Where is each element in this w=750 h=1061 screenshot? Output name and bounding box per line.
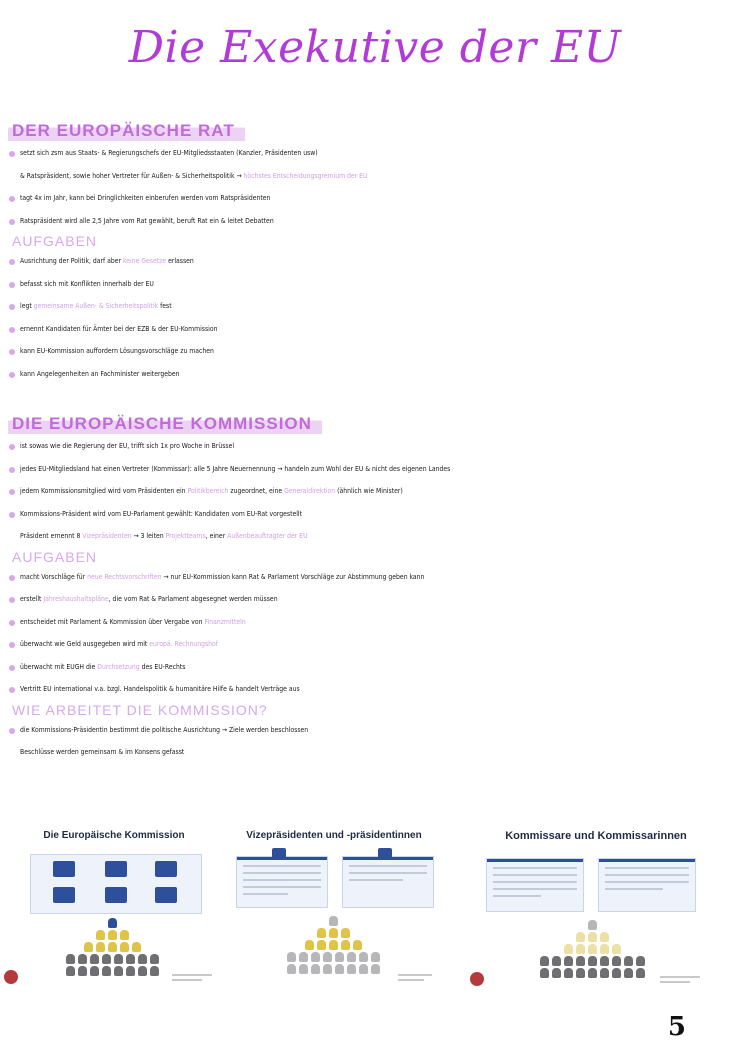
page-title: Die Exekutive der EU xyxy=(128,22,622,73)
note-text: Ratspräsident wird alle 2,5 Jahre vom Rat gewählt, beruft Rat ein & leitet Debatten xyxy=(20,216,274,225)
info-panel xyxy=(342,856,434,908)
note-line xyxy=(8,458,742,481)
document-icon xyxy=(272,848,286,860)
note-line xyxy=(8,719,742,742)
rat-notes xyxy=(8,142,742,232)
highlighted-term: Generaldirektion xyxy=(284,487,336,495)
note-text: befasst sich mit Konflikten innerhalb der EU xyxy=(20,279,154,288)
note-text: überwacht wie Geld ausgegeben wird mit xyxy=(20,640,150,648)
kommission-notes xyxy=(8,435,742,548)
note-text: → nur EU-Kommission kann Rat & Parlament Vorschläge zur Abstimmung geben kann xyxy=(161,572,425,581)
note-text: jedes EU-Mitgliedsland hat einen Vertreter (Kommissar): alle 5 Jahre Neuernennung → handeln zum Wohl der EU & nicht des eigenen Landes xyxy=(20,464,451,473)
note-line xyxy=(8,435,742,458)
stars-icon xyxy=(155,887,177,903)
note-text: (ähnlich wie Minister) xyxy=(335,487,403,495)
thumbnail-vizepraesidenten xyxy=(228,822,440,992)
document-icon xyxy=(378,848,392,860)
note-line xyxy=(8,588,742,611)
page-number: 5 xyxy=(667,1012,686,1042)
highlighted-term: gemeinsame Außen- & Sicherheitspolitik xyxy=(33,302,159,310)
note-text: erlassen xyxy=(166,257,194,265)
kommission-tasks xyxy=(8,566,742,701)
note-text: , einer xyxy=(205,532,228,540)
note-text: & Ratspräsident, sowie hoher Vertreter für Außen- & Sicherheitspolitik → xyxy=(20,171,244,180)
note-text: Vertritt EU international v.a. bzgl. Handelspolitik & humanitäre Hilfe & handelt Verträge aus xyxy=(20,685,300,693)
rat-tasks xyxy=(8,250,742,385)
thumbnail-title: Die Europäische Kommission xyxy=(43,830,185,841)
note-text: → 3 leiten xyxy=(131,532,166,540)
note-line xyxy=(8,295,742,318)
note-line xyxy=(8,611,742,634)
note-line xyxy=(8,503,742,526)
note-text: ernennt Kandidaten für Ämter bei der EZB & der EU-Kommission xyxy=(20,324,218,333)
info-panel xyxy=(236,856,328,908)
note-line xyxy=(8,340,742,363)
note-text: kann Angelegenheiten an Fachminister weitergeben xyxy=(20,369,180,378)
hierarchy-pyramid xyxy=(278,914,388,974)
note-text: des EU-Rechts xyxy=(139,662,186,671)
team-icon xyxy=(105,887,127,903)
note-text: setzt sich zsm aus Staats- & Regierungschefs der EU-Mitgliedsstaaten (Kanzler, Präsidenten usw) xyxy=(20,149,318,157)
person-icon xyxy=(53,887,75,903)
highlighted-term: Durchsetzung xyxy=(97,662,140,671)
highlighted-term: europä. Rechnungshof xyxy=(149,640,218,648)
note-line xyxy=(8,142,742,165)
note-line xyxy=(8,318,742,341)
slide-thumbnails xyxy=(0,822,750,1002)
info-panel xyxy=(598,858,696,912)
note-line xyxy=(8,250,742,273)
highlighted-term: Jahreshaushaltspläne xyxy=(43,595,109,603)
kommission-how xyxy=(8,719,742,764)
note-line xyxy=(8,187,742,210)
hierarchy-pyramid xyxy=(62,916,162,976)
note-text: Kommissions-Präsident wird vom EU-Parlament gewählt: Kandidaten vom EU-Rat vorgestellt xyxy=(20,509,303,518)
section-kommission xyxy=(8,413,742,764)
note-text: macht Vorschläge für xyxy=(20,572,88,581)
highlighted-term: höchstes Entscheidungsgremium der EU xyxy=(243,171,368,180)
note-line xyxy=(8,656,742,679)
note-text: überwacht mit EUGH die xyxy=(20,662,98,671)
kommission-how-heading: WIE ARBEITET DIE KOMMISSION? xyxy=(12,701,268,718)
note-line xyxy=(8,165,742,188)
note-text: zugeordnet, eine xyxy=(228,487,285,495)
note-text: die Kommissions-Präsidentin bestimmt die politische Ausrichtung → Ziele werden beschlossen xyxy=(20,725,309,734)
rat-tasks-heading: AUFGABEN xyxy=(12,233,98,249)
logo-icon xyxy=(4,970,18,984)
info-panel xyxy=(486,858,584,912)
note-text: , die vom Rat & Parlament abgesegnet werden müssen xyxy=(108,595,278,603)
note-text: jedem Kommissionsmitglied wird vom Präsidenten ein xyxy=(20,487,188,495)
kommission-tasks-heading: AUFGABEN xyxy=(12,548,98,565)
thumbnail-title: Vizepräsidenten und -präsidentinnen xyxy=(246,830,422,841)
thumbnail-kommission xyxy=(0,822,228,992)
building-icon xyxy=(53,861,75,877)
kommission-heading: DIE EUROPÄISCHE KOMMISSION xyxy=(8,413,322,435)
thumbnail-title: Kommissare und Kommissarinnen xyxy=(505,830,687,842)
highlighted-term: Außenbeauftragter der EU xyxy=(227,532,308,540)
note-text: fest xyxy=(158,302,172,310)
info-panel xyxy=(30,854,202,914)
note-text: kann EU-Kommission auffordern Lösungsvorschläge zu machen xyxy=(20,347,214,355)
note-text: ist sowas wie die Regierung der EU, trifft sich 1x pro Woche in Brüssel xyxy=(20,442,235,450)
note-line xyxy=(8,210,742,233)
note-line xyxy=(8,273,742,296)
thumbnail-kommissare xyxy=(470,822,722,992)
note-line xyxy=(8,741,742,764)
group-icon xyxy=(105,861,127,877)
note-line xyxy=(8,678,742,701)
note-text: Beschlüsse werden gemeinsam & im Konsens gefasst xyxy=(20,748,185,756)
section-rat xyxy=(8,120,742,385)
logo-icon xyxy=(470,972,484,986)
highlighted-term: neue Rechtsvorschriften xyxy=(87,572,162,581)
note-line xyxy=(8,566,742,589)
note-line xyxy=(8,363,742,386)
rat-heading: DER EUROPÄISCHE RAT xyxy=(8,120,245,142)
eu-flag-icon xyxy=(155,861,177,877)
highlighted-term: Finanzmitteln xyxy=(204,617,246,626)
note-line xyxy=(8,480,742,503)
note-line xyxy=(8,633,742,656)
note-line xyxy=(8,525,742,548)
highlighted-term: Politikbereich xyxy=(187,487,229,495)
highlighted-term: Projektteams xyxy=(165,532,206,540)
note-text: legt xyxy=(20,302,34,310)
note-text: erstellt xyxy=(20,595,44,603)
note-text: entscheidet mit Parlament & Kommission über Vergabe von xyxy=(20,617,205,626)
note-text: Ausrichtung der Politik, darf aber xyxy=(20,257,123,265)
highlighted-term: Vizepräsidenten xyxy=(82,532,132,540)
note-text: tagt 4x im Jahr, kann bei Dringlichkeiten einberufen werden vom Ratspräsidenten xyxy=(20,194,271,202)
hierarchy-pyramid xyxy=(532,918,652,978)
highlighted-term: keine Gesetze xyxy=(122,257,167,265)
note-text: Präsident ernennt 8 xyxy=(20,532,83,540)
